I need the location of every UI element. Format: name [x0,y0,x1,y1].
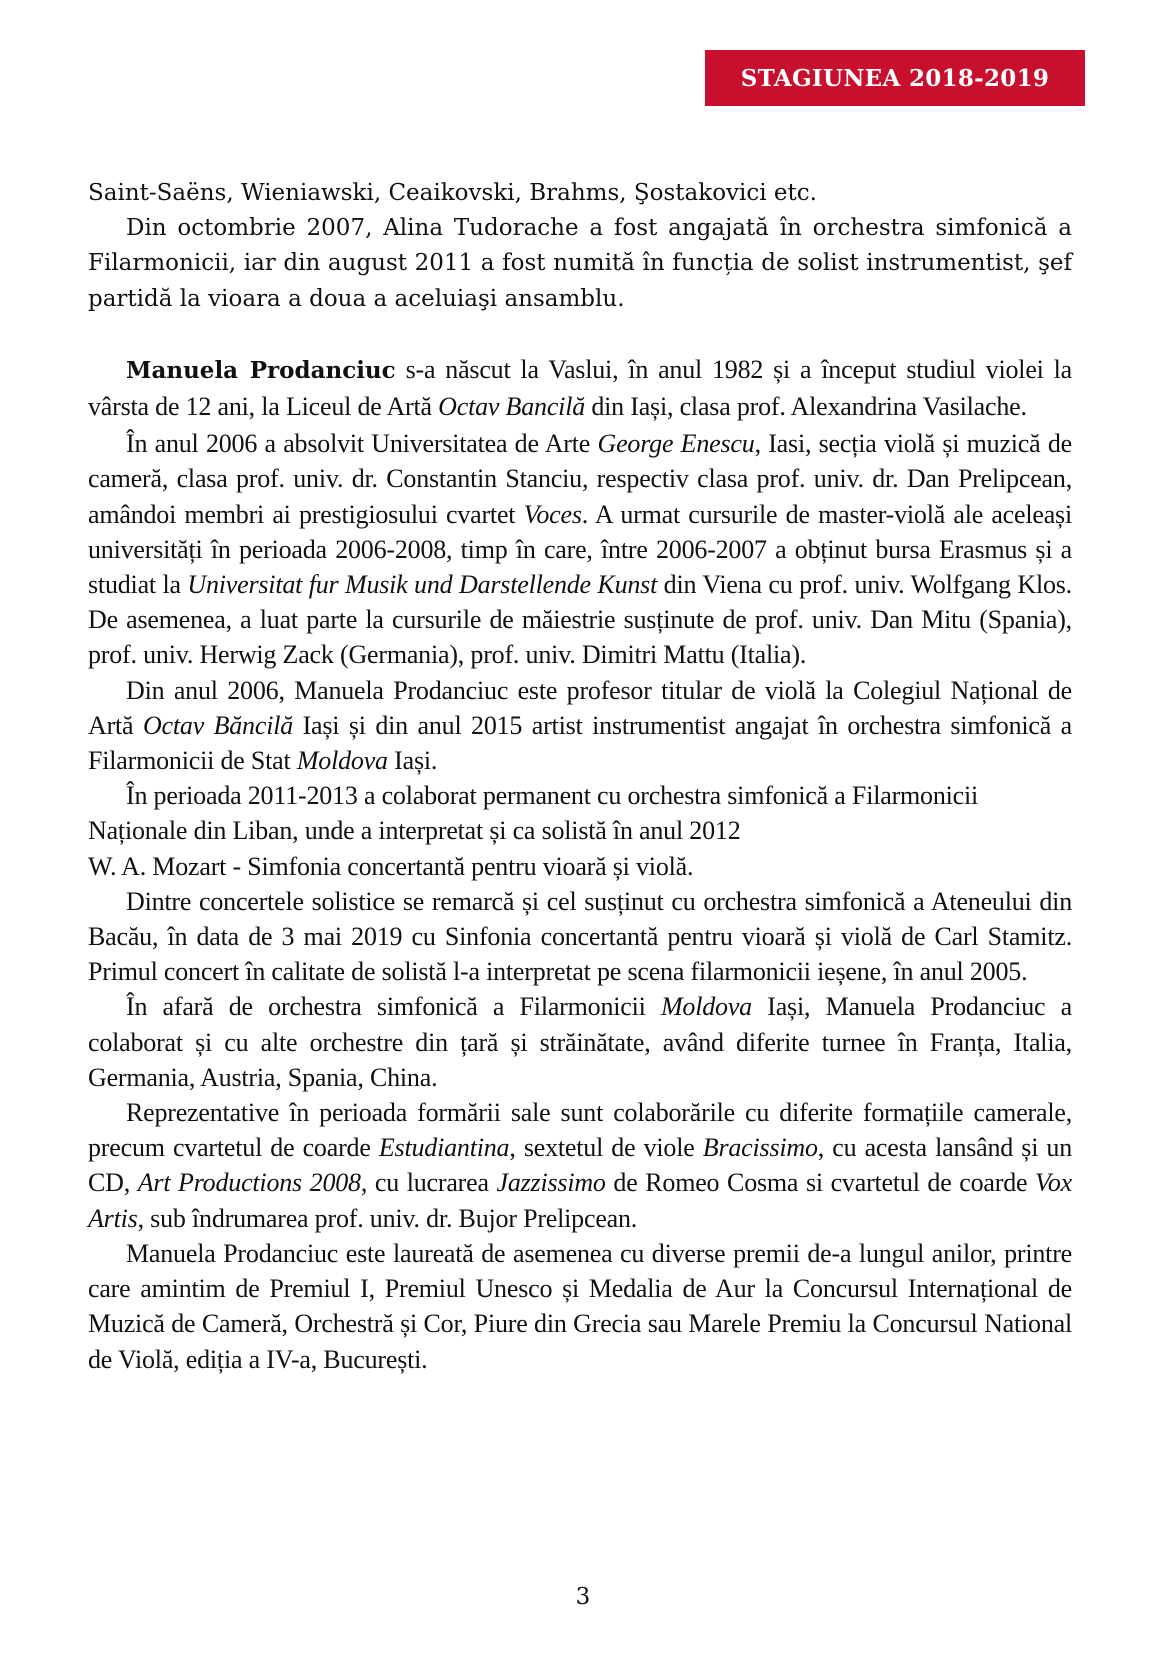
paragraph-continuation: Saint-Saëns, Wieniawski, Ceaikovski, Brahms, Şostakovici etc. [88,180,817,206]
season-badge [705,50,1085,106]
paragraph-awards: Manuela Prodanciuc este laureată de asemenea cu diverse premii de-a lungul anilor, printre care amintim de Premiul I, Premiul Unesco și Medalia de Aur la Concursul Internațional de Muzică de Cameră, Orchestră și Cor, Piure din Grecia sau Marele Premiu la Concursul National de Violă, ediția a IV-a, București. [88,1238,1072,1374]
paragraph-tours: În afară de orchestra simfonică a Filarmonicii Moldova Iași, Manuela Prodanciuc a colaborat și cu alte orchestre din țară și străinătate, având diferite turnee în Franța, Italia, Germania, Austria, Spania, China. [88,992,1072,1092]
person-name: Manuela Prodanciuc [126,356,396,384]
paragraph-solo-concerts: Dintre concertele solistice se remarcă și cel susținut cu orchestra simfonică a Ateneului din Bacău, în data de 3 mai 2019 cu Sinfonia concertantă pentru vioară și violă de Carl Stamitz. Primul concert în calitate de solistă l-a interpretat pe scena filarmonicii ieșene, în anul 2005. [88,886,1072,987]
paragraph-chamber: Reprezentative în perioada formării sale sunt colaborările cu diferite formațiile camerale, precum cvartetul de coarde Estudiantina, sextetul de viole Bracissimo, cu acesta lansând și un CD, Art Productions 2008, cu lucrarea Jazzissimo de Romeo Cosma si cvartetul de coarde Vox Artis, sub îndrumarea prof. univ. dr. Bujor Prelipcean. [88,1098,1072,1233]
paragraph-lebanon: În perioada 2011-2013 a colaborat permanent cu orchestra simfonică a Filarmonicii Naționale din Liban, unde a interpretat și ca solistă în anul 2012 W. A. Mozart - Simfonia concertantă pentru vioară și violă. [88,781,979,881]
paragraph-teaching: Din anul 2006, Manuela Prodanciuc este profesor titular de violă la Colegiul Național de Artă Octav Băncilă Iași și din anul 2015 artist instrumentist angajat în orchestra simfonică a Filarmonicii de Stat Moldova Iași. [88,675,1072,776]
paragraph-alina-employment: Din octombrie 2007, Alina Tudorache a fost angajată în orchestra simfonică a Filarmonicii, iar din august 2011 a fost numită în funcția de solist instrumentist, şef partidă la vioara a doua a aceluiaşi ansamblu. [88,215,1072,312]
page-number: 3 [575,1584,591,1610]
paragraph-prodanciuc-intro: Manuela Prodanciuc s-a născut la Vaslui, în anul 1982 și a început studiul violei la vârsta de 12 ani, la Liceul de Artă Octav Bancilă din Iași, clasa prof. Alexandrina Vasilache. [88,354,1072,422]
season-badge-label: STAGIUNEA 2018-2019 [740,64,1050,92]
body-text [88,176,1072,1377]
paragraph-education: În anul 2006 a absolvit Universitatea de Arte George Enescu, Iasi, secția violă și muzică de cameră, clasa prof. univ. dr. Constantin Stanciu, respectiv clasa prof. univ. dr. Dan Prelipcean, amândoi membri ai prestigiosului cvartet Voces. A urmat cursurile de master-violă ale aceleași universități în perioada 2006-2008, timp în care, între 2006-2007 a obținut bursa Erasmus și a studiat la Universitat fur Musik und Darstellende Kunst din Viena cu prof. univ. Wolfgang Klos. De asemenea, a luat parte la cursurile de măiestrie susținute de prof. univ. Dan Mitu (Spania), prof. univ. Herwig Zack (Germania), prof. univ. Dimitri Mattu (Italia). [88,429,1072,670]
